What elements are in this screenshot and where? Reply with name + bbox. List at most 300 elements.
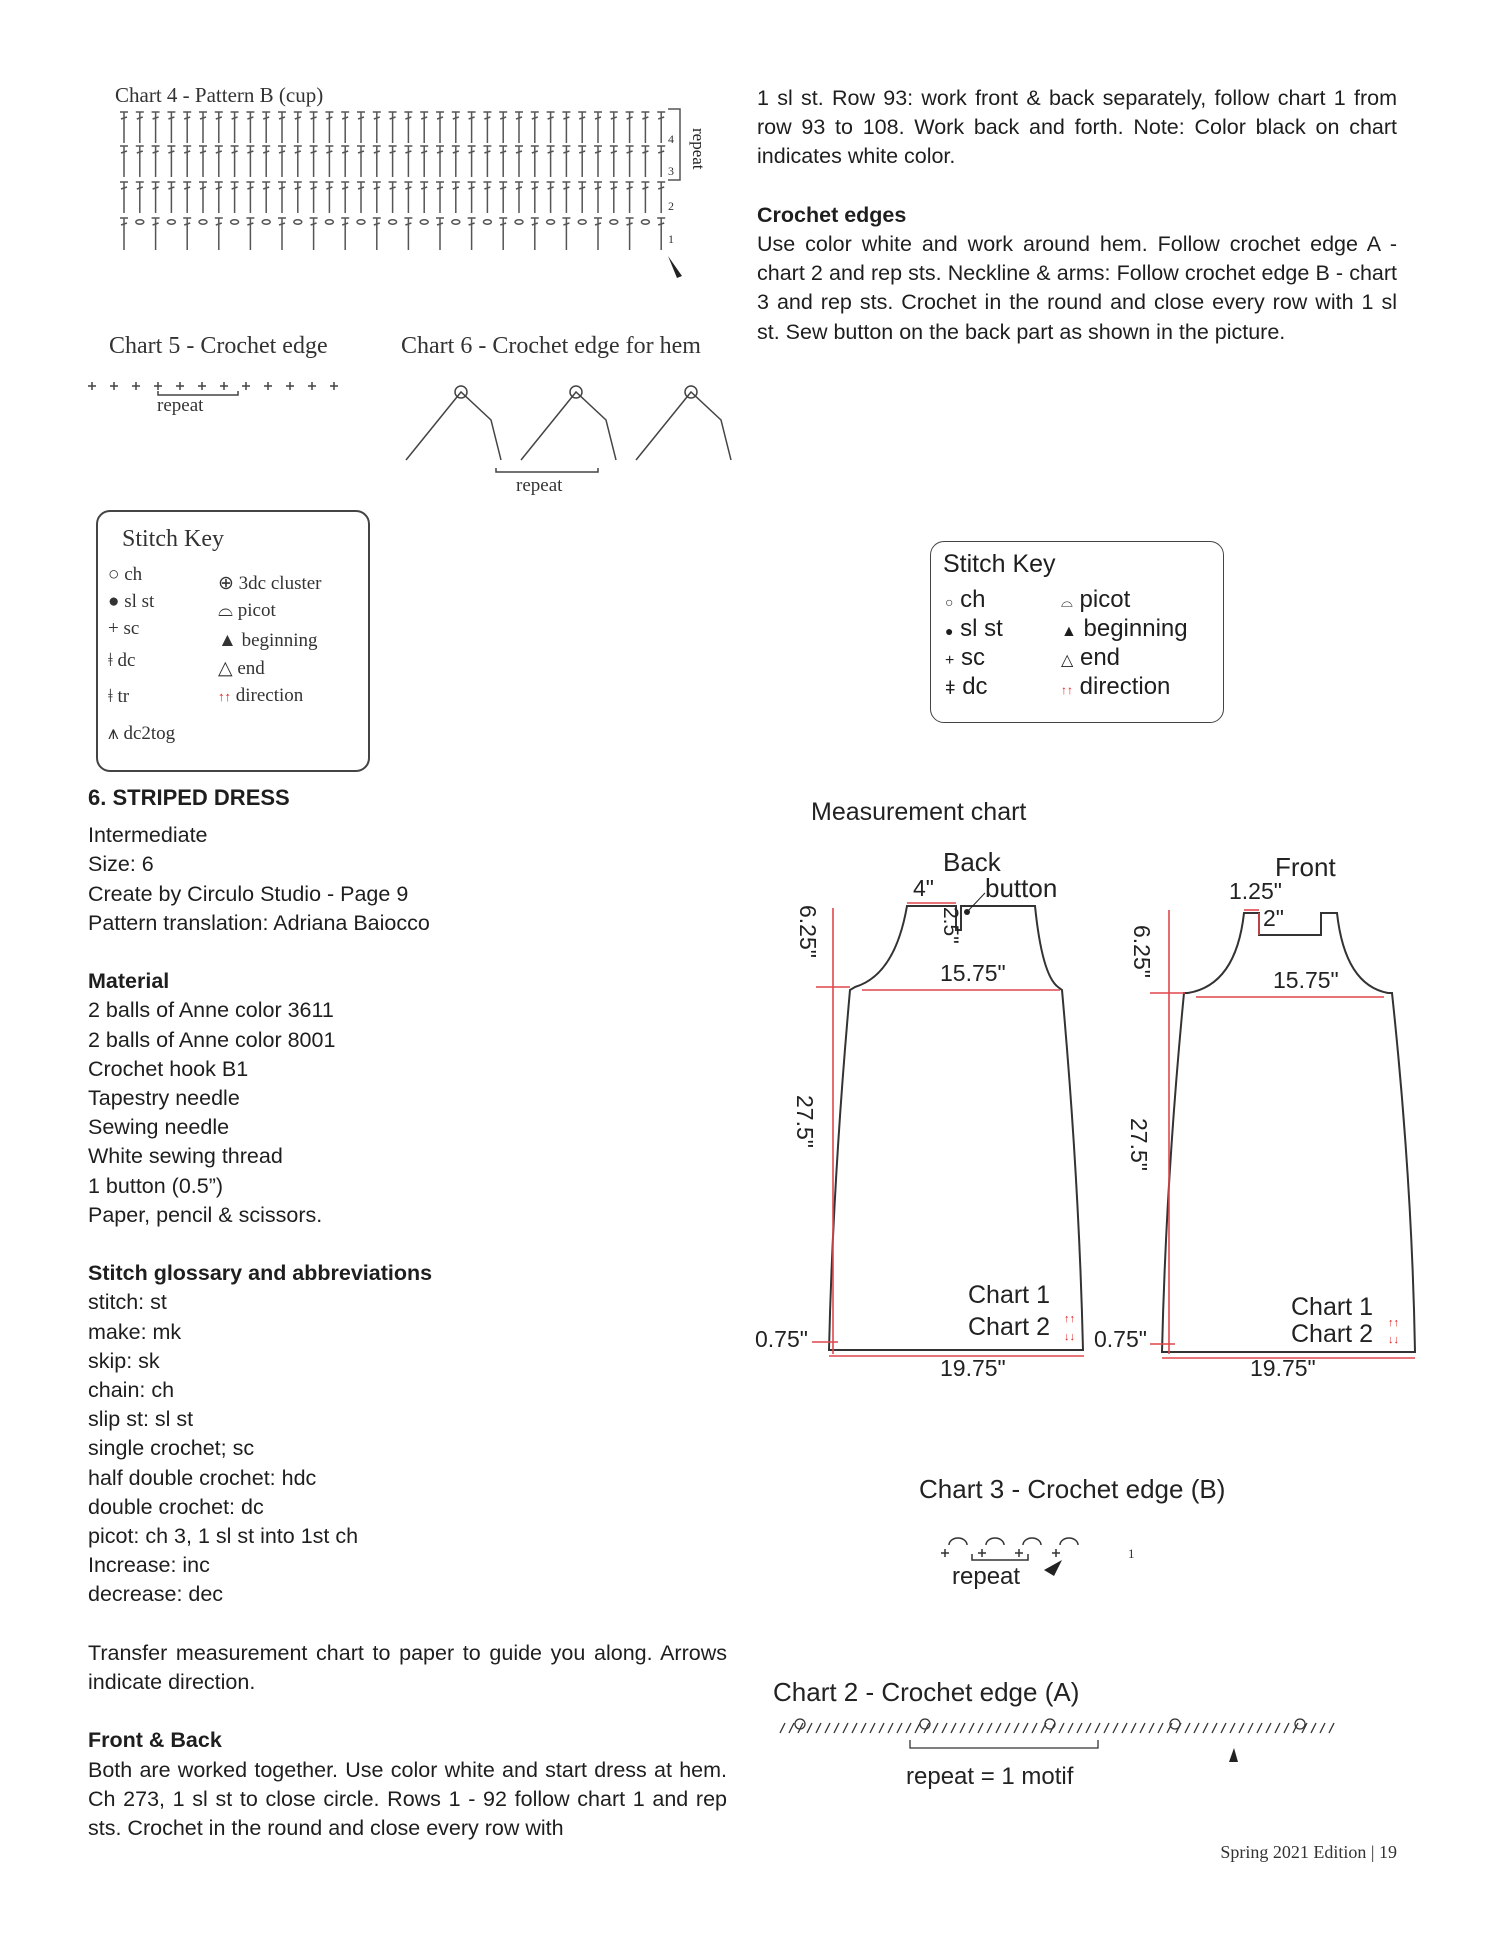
dc-stitch — [515, 146, 523, 177]
dc-stitch — [246, 112, 254, 143]
dc-stitch — [294, 146, 302, 177]
dc-stitch — [215, 218, 223, 250]
chart2-repeat-label: repeat = 1 motif — [906, 1763, 1074, 1790]
dc-stitch — [120, 112, 128, 143]
key2-beginning: beginning — [1083, 615, 1188, 642]
material-list — [88, 996, 727, 1230]
dc-stitch — [1095, 1723, 1100, 1733]
dc-stitch — [578, 112, 586, 143]
dc-stitch — [531, 218, 539, 250]
dc-stitch — [1077, 1723, 1082, 1733]
ch-stitch — [515, 220, 523, 224]
dc-stitch — [436, 112, 444, 143]
dc-stitch — [357, 182, 365, 213]
dc-stitch — [1275, 1723, 1280, 1733]
dc-stitch — [294, 182, 302, 213]
dc-stitch — [578, 182, 586, 213]
dc-stitch — [262, 112, 270, 143]
ch-stitch — [452, 220, 460, 224]
dc-stitch — [547, 146, 555, 177]
right-column — [757, 84, 1397, 347]
ch-stitch — [357, 220, 365, 224]
back-label: Back — [943, 847, 1001, 877]
dc-stitch — [1203, 1723, 1208, 1733]
cluster-icon: ⊕ — [218, 573, 234, 594]
size: Size: 6 — [88, 852, 154, 877]
dc-stitch — [578, 146, 586, 177]
dc-stitch — [136, 182, 144, 213]
back-slit: 2.5" — [939, 907, 962, 944]
dc-stitch — [278, 218, 286, 250]
dc-stitch — [1059, 1723, 1064, 1733]
sc-stitch — [286, 382, 294, 390]
dc-stitch — [215, 182, 223, 213]
ch-stitch — [199, 220, 207, 224]
beginning-arrow-icon — [668, 256, 682, 278]
picot-icon: ⌓ — [1061, 594, 1073, 611]
list-item: Sewing needle — [88, 1115, 230, 1140]
key-direction: direction — [235, 685, 304, 706]
dc-icon: ǂ — [945, 678, 956, 698]
dc-stitch — [420, 112, 428, 143]
dc-stitch — [626, 218, 634, 250]
key-sl-st: sl st — [124, 591, 155, 612]
dc-stitch — [499, 146, 507, 177]
dc-stitch — [325, 112, 333, 143]
dc-stitch — [610, 146, 618, 177]
dc-stitch — [897, 1723, 902, 1733]
page-footer: Spring 2021 Edition | 19 — [1220, 1842, 1397, 1862]
dc2tog-icon: ⩚ — [108, 723, 119, 744]
list-item: single crochet; sc — [88, 1436, 255, 1461]
chart4-repeat-label: repeat — [689, 128, 708, 170]
ch-icon: ○ — [108, 564, 120, 585]
chart2-title: Chart 2 - Crochet edge (A) — [773, 1677, 1080, 1707]
list-item: Crochet hook B1 — [88, 1056, 249, 1081]
sc-stitch — [242, 382, 250, 390]
dc-stitch — [547, 182, 555, 213]
key2-sc: sc — [961, 644, 986, 671]
dc-icon: ǂ — [108, 650, 113, 671]
list-item: stitch: st — [88, 1290, 167, 1315]
dc-stitch — [1023, 1723, 1028, 1733]
dc-stitch — [420, 146, 428, 177]
key2-dc: dc — [962, 673, 988, 700]
dc-stitch — [404, 112, 412, 143]
edges-text: Use color white and work around hem. Follow crochet edge A - chart 2 and rep sts. Neckline & arms: Follow crochet edge B - chart 3 and rep sts. Crochet in the round and close every row with 1 sl st. Sew button on the back part as shown in the picture. — [757, 232, 1397, 344]
front-chart2: Chart 2 — [1291, 1320, 1373, 1348]
beginning-icon: ▲ — [1061, 623, 1077, 640]
dc-stitch — [389, 182, 397, 213]
dc-stitch — [1248, 1723, 1253, 1733]
chart3-beginning-arrow-icon — [1044, 1560, 1062, 1576]
list-item: Increase: inc — [88, 1553, 210, 1578]
back-hem-edge: 0.75" — [755, 1326, 808, 1352]
left-column — [88, 783, 727, 1843]
dc-stitch — [341, 112, 349, 143]
dc-stitch — [852, 1723, 857, 1733]
dc-stitch — [1212, 1723, 1217, 1733]
dc-stitch — [933, 1723, 938, 1733]
dc-stitch — [1311, 1723, 1316, 1733]
list-item: make: mk — [88, 1319, 182, 1344]
list-item: 2 balls of Anne color 8001 — [88, 1027, 336, 1052]
front-back-heading: Front & Back — [88, 1728, 222, 1753]
sl-st-icon: ● — [945, 623, 954, 639]
dc-stitch — [404, 146, 412, 177]
dc-stitch — [1032, 1723, 1037, 1733]
dc-stitch — [641, 182, 649, 213]
dc-stitch — [1257, 1723, 1262, 1733]
dc-stitch — [626, 182, 634, 213]
dc-stitch — [996, 1723, 1001, 1733]
dc-stitch — [278, 182, 286, 213]
dc-stitch — [942, 1723, 947, 1733]
chart4-row-1: 1 — [668, 232, 674, 246]
svg-text:↓↓: ↓↓ — [1064, 1331, 1075, 1343]
chart5-title: Chart 5 - Crochet edge — [109, 333, 328, 359]
dc-stitch — [341, 182, 349, 213]
dc-stitch — [341, 146, 349, 177]
ch-stitch — [547, 220, 555, 224]
ch-stitch — [610, 220, 618, 224]
front-back-text: Both are worked together. Use color white and start dress at hem. Ch 273, 1 sl st to close circle. Rows 1 - 92 follow chart 1 and rep sts. Crochet in the round and close every row with — [88, 1757, 727, 1841]
chart6-repeat-label: repeat — [516, 475, 563, 496]
dc-stitch — [310, 146, 318, 177]
hem-scallop — [636, 392, 731, 460]
dc-stitch — [515, 112, 523, 143]
ch-stitch — [262, 220, 270, 224]
dc-stitch — [1131, 1723, 1136, 1733]
dc-stitch — [594, 218, 602, 250]
dc-stitch — [167, 112, 175, 143]
front-length: 27.5" — [1126, 1118, 1152, 1171]
repeat-bracket — [910, 1740, 1098, 1748]
ch-stitch — [167, 220, 175, 224]
dc-stitch — [1284, 1723, 1289, 1733]
dc-stitch — [861, 1723, 866, 1733]
list-item: 2 balls of Anne color 3611 — [88, 998, 334, 1023]
list-item: Tapestry needle — [88, 1086, 240, 1111]
chart4-row-3: 3 — [668, 164, 674, 178]
dc-stitch — [373, 218, 381, 250]
dc-stitch — [1185, 1723, 1190, 1733]
dc-stitch — [626, 112, 634, 143]
list-item: chain: ch — [88, 1378, 175, 1403]
sc-stitch — [132, 382, 140, 390]
dc-stitch — [452, 112, 460, 143]
dc-stitch — [468, 146, 476, 177]
svg-text:↑↑: ↑↑ — [1064, 1313, 1075, 1325]
material-heading: Material — [88, 969, 170, 994]
dc-stitch — [1221, 1723, 1226, 1733]
back-chart1: Chart 1 — [968, 1281, 1050, 1309]
sc-stitch — [88, 382, 96, 390]
ch-stitch — [325, 220, 333, 224]
dc-stitch — [499, 112, 507, 143]
dc-stitch — [278, 112, 286, 143]
dc-stitch — [183, 182, 191, 213]
dc-stitch — [499, 182, 507, 213]
stitch-key-box-2 — [930, 541, 1224, 723]
dc-stitch — [231, 112, 239, 143]
tr-icon: ǂ — [108, 686, 113, 707]
ch-stitch — [389, 220, 397, 224]
end-icon: △ — [218, 658, 233, 679]
key-tr: tr — [117, 686, 130, 707]
dc-stitch — [531, 182, 539, 213]
dc-stitch — [436, 218, 444, 250]
glossary-heading: Stitch glossary and abbreviations — [88, 1261, 433, 1286]
sc-icon: + — [108, 618, 119, 639]
dc-stitch — [199, 146, 207, 177]
dc-stitch — [357, 146, 365, 177]
svg-text:↓↓: ↓↓ — [1388, 1334, 1399, 1346]
list-item: half double crochet: hdc — [88, 1465, 317, 1490]
front-neck-depth: 2" — [1263, 905, 1284, 931]
direction-icon: ↑↑ — [218, 689, 231, 704]
sc-stitch — [1052, 1549, 1060, 1557]
dc-stitch — [1320, 1723, 1325, 1733]
dc-stitch — [404, 218, 412, 250]
hem-scallop — [521, 392, 616, 460]
dc-stitch — [183, 146, 191, 177]
front-label: Front — [1275, 852, 1336, 882]
chart6-title: Chart 6 - Crochet edge for hem — [401, 333, 701, 359]
dc-stitch — [357, 112, 365, 143]
dc-stitch — [641, 146, 649, 177]
dc-stitch — [657, 146, 665, 177]
measurement-title: Measurement chart — [811, 798, 1027, 826]
dc-stitch — [246, 182, 254, 213]
dc-stitch — [483, 182, 491, 213]
dc-stitch — [325, 182, 333, 213]
dc-stitch — [373, 146, 381, 177]
chart2-edge — [780, 1719, 1334, 1748]
sc-stitch — [110, 382, 118, 390]
dc-stitch — [657, 112, 665, 143]
dc-stitch — [152, 112, 160, 143]
dc-stitch — [468, 218, 476, 250]
dc-stitch — [452, 182, 460, 213]
button-label: button — [985, 873, 1058, 903]
dc-stitch — [262, 146, 270, 177]
dc-stitch — [183, 218, 191, 250]
key-ch: ch — [124, 564, 143, 585]
back-armhole: 6.25" — [795, 905, 821, 958]
dc-stitch — [183, 112, 191, 143]
list-item: double crochet: dc — [88, 1494, 264, 1519]
chart2-beginning-arrow-icon — [1229, 1748, 1238, 1762]
dc-stitch — [452, 146, 460, 177]
list-item: White sewing thread — [88, 1144, 283, 1169]
dc-stitch — [1122, 1723, 1127, 1733]
hem-scallop — [406, 392, 501, 460]
sc-stitch — [264, 382, 272, 390]
key2-ch: ch — [960, 586, 986, 613]
back-length: 27.5" — [792, 1095, 818, 1148]
dc-stitch — [246, 146, 254, 177]
dc-stitch — [870, 1723, 875, 1733]
stitch-key-title: Stitch Key — [122, 526, 224, 552]
pattern-title: 6. STRIPED DRESS — [88, 785, 290, 810]
picot-icon: ⌓ — [218, 600, 234, 621]
key2-sl-st: sl st — [960, 615, 1003, 642]
key2-picot: picot — [1079, 586, 1131, 613]
picot-stitch — [949, 1538, 967, 1545]
dc-stitch — [906, 1723, 911, 1733]
dc-stitch — [215, 146, 223, 177]
skill-level: Intermediate — [88, 823, 208, 848]
sc-stitch — [978, 1549, 986, 1557]
dc-stitch — [215, 112, 223, 143]
dc-stitch — [483, 146, 491, 177]
direction-icon: ↑↑ — [1061, 683, 1073, 697]
stitch-key-2-title: Stitch Key — [943, 550, 1056, 578]
dc-stitch — [1014, 1723, 1019, 1733]
dc-stitch — [834, 1723, 839, 1733]
picot-stitch — [1295, 1719, 1305, 1729]
front-chart1: Chart 1 — [1291, 1293, 1373, 1321]
dc-stitch — [610, 112, 618, 143]
chart3-row-number: 1 — [1128, 1546, 1135, 1561]
dc-stitch — [915, 1723, 920, 1733]
sc-stitch — [198, 382, 206, 390]
front-strap: 1.25" — [1229, 878, 1282, 904]
sc-icon: + — [945, 652, 955, 669]
dc-stitch — [373, 112, 381, 143]
dc-stitch — [1239, 1723, 1244, 1733]
dc-stitch — [843, 1723, 848, 1733]
dc-stitch — [294, 112, 302, 143]
dc-stitch — [310, 182, 318, 213]
chart4-row-2: 2 — [668, 199, 674, 213]
dc-stitch — [341, 218, 349, 250]
back-neck-width: 4" — [913, 875, 934, 901]
svg-text:↑↑: ↑↑ — [1388, 1317, 1399, 1329]
dc-stitch — [1230, 1723, 1235, 1733]
chart4-repeat-bracket — [668, 109, 680, 180]
dc-stitch — [136, 146, 144, 177]
dc-stitch — [641, 112, 649, 143]
ch-stitch — [231, 220, 239, 224]
continuation-text: 1 sl st. Row 93: work front & back separately, follow chart 1 from row 93 to 108. Work back and forth. Note: Color black on chart indicates white color. — [757, 86, 1397, 169]
dc-stitch — [310, 112, 318, 143]
dc-stitch — [1068, 1723, 1073, 1733]
dc-stitch — [789, 1723, 794, 1733]
repeat-bracket — [158, 391, 238, 395]
sc-stitch — [1015, 1549, 1023, 1557]
ch-stitch — [641, 220, 649, 224]
repeat-bracket — [496, 468, 598, 472]
dc-stitch — [120, 182, 128, 213]
dc-stitch — [1005, 1723, 1010, 1733]
ch-stitch — [483, 220, 491, 224]
dc-stitch — [246, 218, 254, 250]
picot-stitch — [986, 1538, 1004, 1545]
key-3dc-cluster: 3dc cluster — [238, 573, 322, 594]
dc-stitch — [825, 1723, 830, 1733]
transfer-note: Transfer measurement chart to paper to guide you along. Arrows indicate direction. — [88, 1640, 727, 1695]
dc-stitch — [1329, 1723, 1334, 1733]
ch-stitch — [136, 220, 144, 224]
dc-stitch — [562, 218, 570, 250]
back-hem: 19.75" — [940, 1355, 1006, 1381]
sc-stitch — [154, 382, 162, 390]
dc-stitch — [167, 146, 175, 177]
dc-stitch — [888, 1723, 893, 1733]
dc-stitch — [1149, 1723, 1154, 1733]
dc-stitch — [389, 112, 397, 143]
sc-stitch — [941, 1549, 949, 1557]
key2-end: end — [1079, 644, 1121, 671]
back-chart2: Chart 2 — [968, 1313, 1050, 1341]
key-beginning: beginning — [241, 630, 318, 651]
dc-stitch — [468, 182, 476, 213]
glossary-list — [88, 1288, 727, 1609]
chart3-edge — [941, 1538, 1078, 1560]
key2-direction: direction — [1079, 673, 1171, 700]
dc-stitch — [562, 112, 570, 143]
dc-stitch — [120, 146, 128, 177]
dc-stitch — [951, 1723, 956, 1733]
stitch-key-box — [96, 510, 370, 772]
list-item: slip st: sl st — [88, 1407, 194, 1432]
picot-stitch — [1060, 1538, 1078, 1545]
dc-stitch — [816, 1723, 821, 1733]
end-icon: △ — [1061, 652, 1074, 669]
dc-stitch — [879, 1723, 884, 1733]
dc-stitch — [499, 218, 507, 250]
dc-stitch — [1158, 1723, 1163, 1733]
dc-stitch — [120, 218, 128, 250]
dc-stitch — [807, 1723, 812, 1733]
ch-stitch — [578, 220, 586, 224]
dc-stitch — [389, 146, 397, 177]
dc-stitch — [231, 182, 239, 213]
chart4-row-4: 4 — [668, 132, 674, 146]
sl-st-icon: ● — [108, 591, 120, 612]
dc-stitch — [626, 146, 634, 177]
list-item: picot: ch 3, 1 sl st into 1st ch — [88, 1524, 359, 1549]
dc-stitch — [420, 182, 428, 213]
dc-stitch — [262, 182, 270, 213]
dc-stitch — [278, 146, 286, 177]
dc-stitch — [610, 182, 618, 213]
dc-stitch — [547, 112, 555, 143]
front-armhole: 6.25" — [1129, 925, 1155, 978]
key-picot: picot — [237, 600, 276, 621]
dc-stitch — [152, 218, 160, 250]
ch-icon: ○ — [945, 594, 954, 610]
dc-stitch — [960, 1723, 965, 1733]
chart5-edge — [88, 382, 338, 395]
list-item: skip: sk — [88, 1348, 160, 1373]
dc-stitch — [594, 182, 602, 213]
dc-stitch — [978, 1723, 983, 1733]
dc-stitch — [515, 182, 523, 213]
sc-stitch — [176, 382, 184, 390]
sc-stitch — [220, 382, 228, 390]
dc-stitch — [1140, 1723, 1145, 1733]
key-dc: dc — [117, 650, 136, 671]
dc-stitch — [657, 182, 665, 213]
dc-stitch — [199, 112, 207, 143]
credit: Create by Circulo Studio - Page 9 — [88, 881, 409, 906]
list-item: Paper, pencil & scissors. — [88, 1202, 323, 1227]
dc-stitch — [152, 182, 160, 213]
dc-stitch — [531, 112, 539, 143]
